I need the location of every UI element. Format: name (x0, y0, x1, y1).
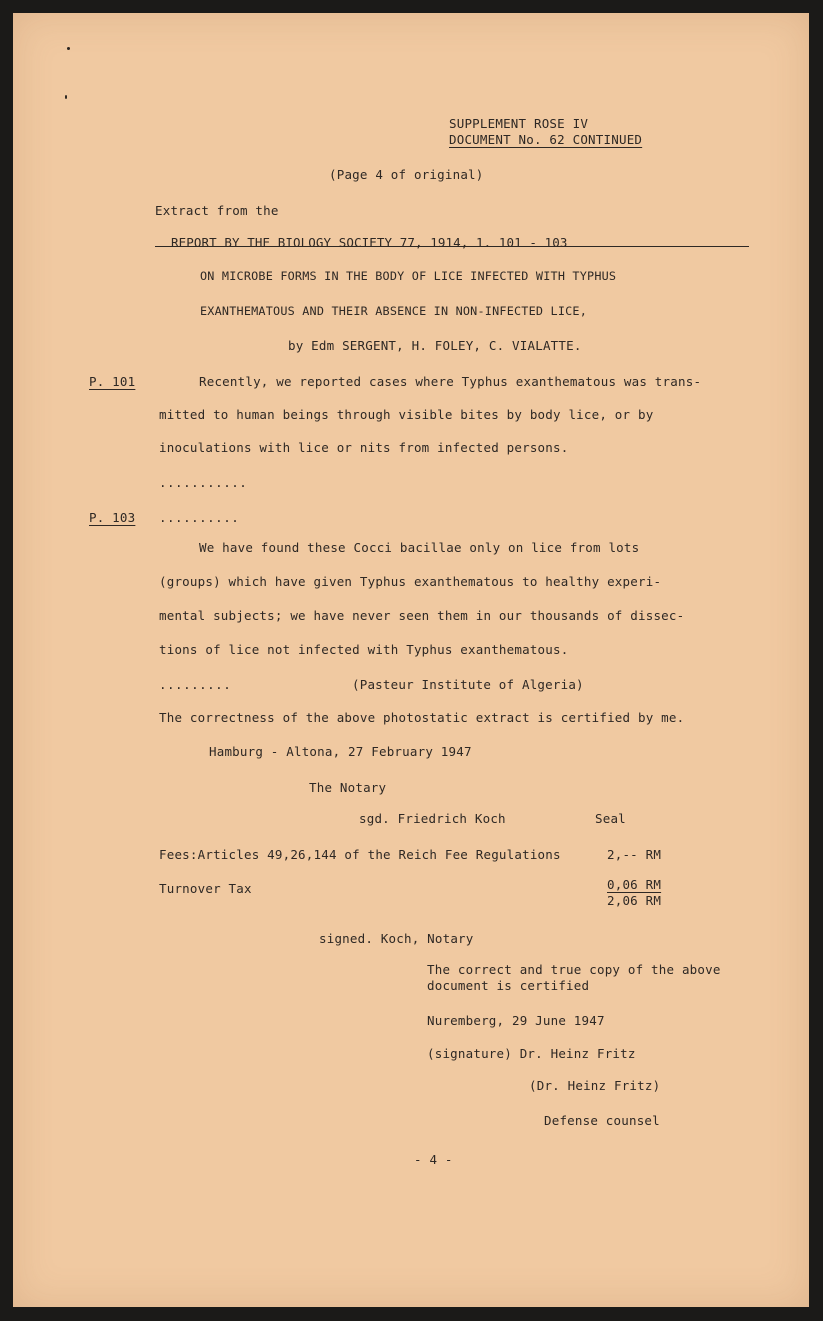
p101-marker: P. 101 (89, 374, 136, 389)
counsel-name: (Dr. Heinz Fritz) (529, 1078, 661, 1093)
signed-notary: signed. Koch, Notary (319, 931, 474, 946)
p103-line-1: We have found these Cocci bacillae only on lice from lots (199, 540, 640, 555)
notary-signed: sgd. Friedrich Koch (359, 811, 506, 826)
seal-label: Seal (595, 811, 626, 826)
p103-line-3: mental subjects; we have never seen them in our thousands of dissec- (159, 608, 685, 623)
copy-certification-line-2: document is certified (427, 978, 590, 993)
page-of-original: (Page 4 of original) (329, 167, 484, 182)
ellipsis-row-2: ......... (159, 677, 232, 692)
notary-title: The Notary (309, 780, 387, 795)
document-page (13, 13, 809, 1307)
institute-credit: (Pasteur Institute of Algeria) (352, 677, 584, 692)
p101-line-1: Recently, we reported cases where Typhus exanthematous was trans- (199, 374, 702, 389)
p103-marker: P. 103 (89, 510, 136, 525)
tax-label: Turnover Tax (159, 881, 252, 896)
total-amount: 2,06 RM (607, 893, 662, 908)
p101-line-3: inoculations with lice or nits from infected persons. (159, 440, 569, 455)
nuremberg-date: Nuremberg, 29 June 1947 (427, 1013, 605, 1028)
tax-amount: 0,06 RM (607, 877, 662, 892)
counsel-role: Defense counsel (544, 1113, 660, 1128)
place-date: Hamburg - Altona, 27 February 1947 (209, 744, 472, 759)
document-number-heading: DOCUMENT No. 62 CONTINUED (449, 132, 643, 147)
fees-label: Fees:Articles 49,26,144 of the Reich Fee Regulations (159, 847, 561, 862)
authors: by Edm SERGENT, H. FOLEY, C. VIALATTE. (288, 338, 582, 353)
certification-statement: The correctness of the above photostatic extract is certified by me. (159, 710, 685, 725)
paper-speck (65, 95, 67, 99)
page-number: - 4 - (414, 1152, 453, 1167)
subject-line-2: EXANTHEMATOUS AND THEIR ABSENCE IN NON-INFECTED LICE, (200, 304, 588, 318)
report-title: REPORT BY THE BIOLOGY SOCIETY 77, 1914, 1. 101 - 103 (171, 235, 568, 250)
copy-certification-line-1: The correct and true copy of the above (427, 962, 721, 977)
subject-line-1: ON MICROBE FORMS IN THE BODY OF LICE INFECTED WITH TYPHUS (200, 269, 617, 283)
extract-intro: Extract from the (155, 203, 279, 218)
p103-line-4: tions of lice not infected with Typhus exanthematous. (159, 642, 569, 657)
signature-line: (signature) Dr. Heinz Fritz (427, 1046, 636, 1061)
paper-speck (67, 47, 70, 50)
p101-line-2: mitted to human beings through visible bites by body lice, or by (159, 407, 654, 422)
ellipsis-row-1: ........... (159, 475, 248, 490)
p103-line-2: (groups) which have given Typhus exanthematous to healthy experi- (159, 574, 662, 589)
fees-amount: 2,-- RM (607, 847, 662, 862)
report-title-rule (155, 246, 749, 247)
supplement-heading: SUPPLEMENT ROSE IV (449, 116, 589, 131)
p103-ellipsis: .......... (159, 510, 240, 525)
